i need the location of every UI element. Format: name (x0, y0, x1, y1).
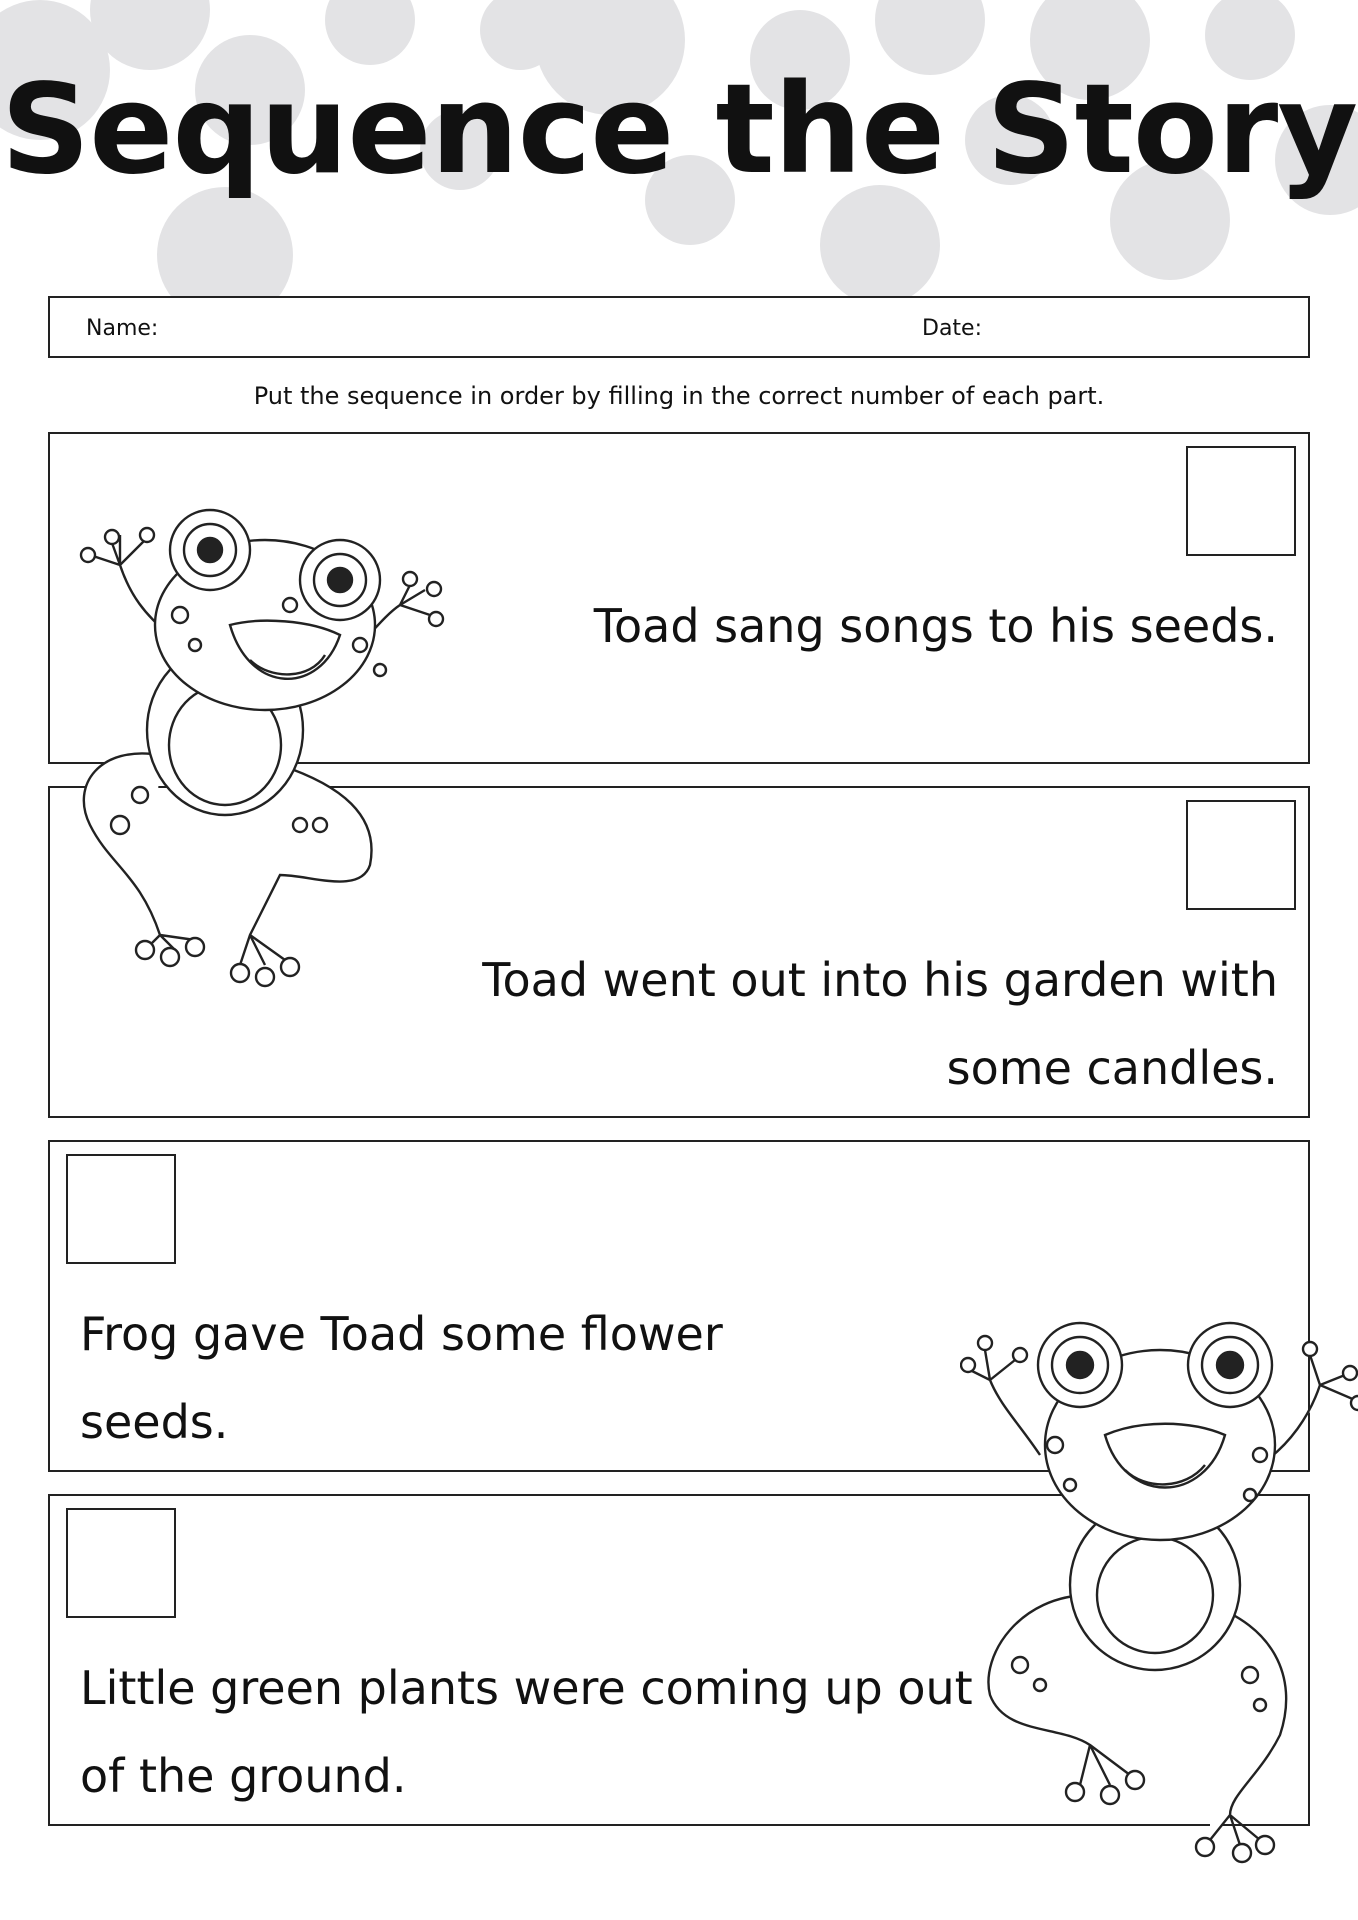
page-title: Sequence the Story (0, 58, 1358, 202)
panel-text-3: Frog gave Toad some flower seeds. (80, 1307, 723, 1449)
date-label: Date: (922, 316, 982, 341)
frog-icon (50, 495, 480, 1005)
panel-text-4: Little green plants were coming up out of the ground. (80, 1661, 973, 1803)
panel-text-2: Toad went out into his garden with some candles. (482, 953, 1278, 1095)
number-box-3[interactable] (66, 1154, 176, 1264)
number-box-4[interactable] (66, 1508, 176, 1618)
number-box-2[interactable] (1186, 800, 1296, 910)
number-box-1[interactable] (1186, 446, 1296, 556)
panel-text-1: Toad sang songs to his seeds. (593, 599, 1278, 653)
name-date-box (48, 296, 1310, 358)
name-label: Name: (86, 316, 159, 341)
instructions: Put the sequence in order by filling in the correct number of each part. (253, 382, 1105, 410)
frog-icon (960, 1295, 1358, 1870)
